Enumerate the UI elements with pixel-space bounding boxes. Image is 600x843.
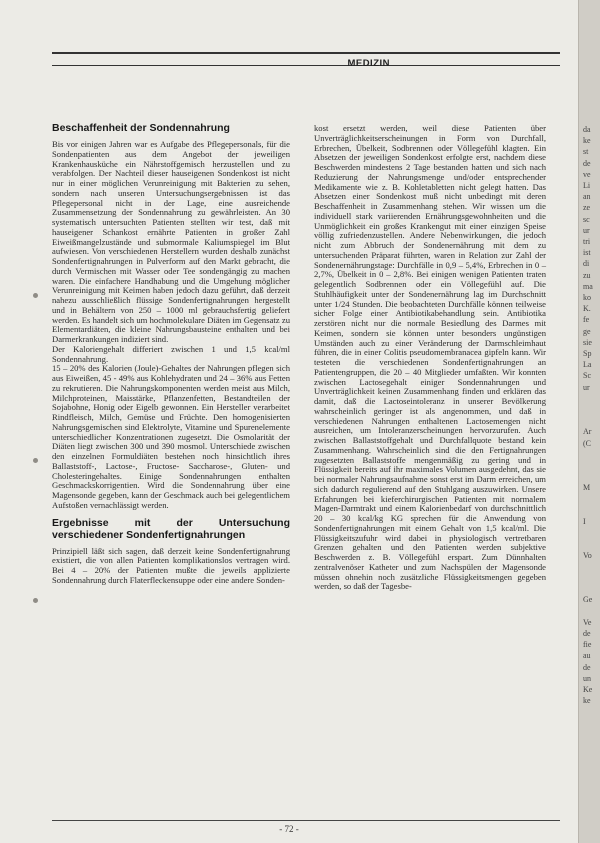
adjacent-page-fragment: ze bbox=[583, 203, 591, 213]
adjacent-page-fragment: ke bbox=[583, 696, 591, 706]
page-number: - 72 - bbox=[279, 824, 299, 834]
paragraph: Prinzipiell läßt sich sagen, daß derzeit keine Sondenfertignahrung existiert, die von allen Patienten komplikationslos vertragen wird. Bei 4 – 20% der Patienten mußte die jeweils applizierte Sondennahrung durch Flaterfleckensuppe oder eine andere Sonden- bbox=[52, 545, 290, 585]
section-header bbox=[52, 52, 560, 69]
adjacent-page-fragment: fe bbox=[583, 315, 590, 325]
adjacent-page-fragment: st bbox=[583, 147, 589, 157]
adjacent-page-edge bbox=[578, 0, 600, 843]
footer-rule bbox=[52, 820, 560, 821]
adjacent-page-fragment: Sc bbox=[583, 371, 591, 381]
adjacent-page-fragment: de bbox=[583, 158, 591, 168]
punch-hole bbox=[33, 293, 38, 298]
adjacent-page-fragment: ke bbox=[583, 136, 591, 146]
adjacent-page-fragment: Li bbox=[583, 181, 591, 190]
adjacent-page-fragment: (C bbox=[583, 438, 591, 448]
adjacent-page-fragment: ko bbox=[583, 293, 591, 302]
adjacent-page-fragment: Ve bbox=[583, 617, 592, 627]
adjacent-page-fragment: fie bbox=[583, 640, 592, 650]
adjacent-page-fragment: an bbox=[583, 192, 591, 202]
adjacent-page-fragment: sc bbox=[583, 214, 590, 224]
adjacent-page-fragment: da bbox=[583, 125, 591, 134]
paragraph: kost ersetzt werden, weil diese Patienten über Unverträglichkeitserscheinungen in Form von Durchfall, Erbrechen, Übelkeit, Sodbrennen oder Völlegefühl klagten. Ein Absetzen der jeweiligen Sondenkost erfolgte erst, nachdem diese Beschwerden mindestens 2 Tage bestanden hatten und sich nach Reduzierung der Nahrungsmenge und/oder entsprechender Medikamente wie z. B. Kohletabletten nicht gelegt hatten. Das Absetzen einer Sondenkost muß nicht unbedingt mit deren Beschaffenheit in Zusammenhang stehen. Wir wissen um die individuell stark variierenden Ernährungsgewohnheiten und die Unmöglichkeit ein großes Krankengut mit einer einzigen Speise völlig zufriedenzustellen. Andere Nebenwirkungen, die jedoch nicht zum Abbruch der Sondenernährung mit dem zu untersuchenden Präparat führten, waren in Relation zur Zahl der Sondenernährungstage: Durchfälle in 0,9 – 5,4%, Erbrechen in 0 – 2,7%, Übelkeit in 0 – 2,8%. Bei einigen wenigen Patienten traten gelegentlich Sodbrennen oder ein Völlegefühl auf. Die Stuhlhäufigkeit unter der Sondenernährung lag im Durchschnitt unter 1/24 Stunden. Die beobachteten Durchfälle können teilweise sicher Folge einer Antibiotikabehandlung sein. Antibiotika zerstören nicht nur die normale Besiedlung des Darmes mit Keimen, sondern sie können unter besonders ungünstigen Umständen auch zu einer Veränderung der Darmschleimhaut führen, die in einer Colitis pseudomembranacea gipfeln kann. Wir testeten die verschiedenen Sondenfertignahrungen an Patientengruppen, die 20 – 40 Mitglieder umfaßten. Wir konnten zwischen Lactosegehalt einiger Sondennahrungen und Unverträglichkeit keinen Zusammenhang finden und erklären das damit, daß die Lactoseintoleranz in unserer Bevölkerung wahrscheinlich geringer ist als angenommen, und daß in verschiedenen Nahrungen enthaltenen Lactosemengen nicht ausreichen, um Intoleranzerscheinungen hervorzurufen. Auch zwischen Ballaststoffgehalt und Durchfallquote bestand kein Zusammenhang. Wahrscheinlich sind die den Fertignahrungen zugesetzten Ballaststoffe mengenmäßig zu gering und in Flüssigkeit bereits auf ihr maximales Volumen ausgedehnt, das sie bei normaler Nahrungsaufnahme sonst erst im Darm erreichen, um sich dadurch regulierend auf den Stuhlgang auszuwirken. Unsere Erfahrungen bei kieferchirurgischen Patienten mit normalem Magen-Darmtrakt und einem Kalorienbedarf von durchschnittlich 20 – 30 kcal/kg KG sprechen für die Anwendung von Sondenfertignahrungen mit einem Gehalt von 1,5 kcal/ml. Die Flüssigkeitszufuhr wird dabei in physiologisch vertretbaren Grenzen gehalten und den Patienten werden subjektive Beschwerden z. B. Völlegefühl erspart. Zum Dünnhalten zentralvenöser Katheter und zum Nachspülen der Magensonde müssen ohnehin noch zusätzliche Flüssigkeitsmengen gegeben werden, so daß der Tagesbe- bbox=[314, 123, 546, 592]
adjacent-page-fragment: Sp bbox=[583, 349, 592, 358]
adjacent-page-fragment: de bbox=[583, 629, 591, 638]
punch-hole bbox=[33, 458, 38, 463]
adjacent-page-fragment: Ke bbox=[583, 685, 593, 694]
adjacent-page-fragment: ur bbox=[583, 225, 590, 235]
paragraph: Der Kaloriengehalt differiert zwischen 1 und 1,5 kcal/ml Sondennahrung. bbox=[52, 343, 290, 364]
section-title: MEDIZIN bbox=[347, 58, 390, 69]
adjacent-page-fragment: au bbox=[583, 651, 591, 661]
adjacent-page-fragment: de bbox=[583, 662, 591, 672]
adjacent-page-fragment: di bbox=[583, 259, 590, 269]
paragraph: 15 – 20% des Kalorien (Joule)-Gehaltes der Nahrungen pflegen sich aus Eiweißen, 45 - 49% aus Kohlehydraten und 24 – 36% aus Fetten zu rekrutieren. Die Nahrungskomponenten werden meist aus Milch, Milchproteinen, Maisstärke, Pflanzenfetten, Bestandteilen der Sojabohne, Honig oder Eigelb gewonnen. Ein Hersteller verarbeitet Rindfleisch, Milch, Gemüse und Früchte. Den homogenisierten Nahrungsgemischen sind Elektrolyte, Vitamine und Spurenelemente unterschiedlicher Konzentrationen zugesetzt. Die Osmolarität der Diäten liegt zwischen 300 und 390 mosmol. Unterschiede zwischen den einzelnen Formuldiäten bestehen noch hinsichtlich ihres Ballaststoff-, Lactose-, Fructose- Saccharose-, Gluten- und Cholesteringehaltes. Einige Sondennahrungen enthalten Geschmackskorrigentien. Wird die Sondennahrung über eine Magensonde gegeben, kann der Geschmack auch bei gelegentlichem Aufstoßen vernachlässigt werden. bbox=[52, 363, 290, 510]
article-heading: Beschaffenheit der Sondennahrung bbox=[52, 122, 230, 134]
paragraph: Bis vor einigen Jahren war es Aufgabe des Pflegepersonals, für die Sondenpatienten aus dem Angebot der jeweiligen Krankenhausküche ein Nährstoffgemisch herzustellen und zu verabfolgen. Der Nachteil dieser hauseigenen Sondenkost ist nicht nur in einer möglichen Verunreinigung mit Bakterien zu sehen, sondern nach unseren Untersuchungsergebnissen ist das Pflegepersonal nicht in der Lage, eine ausreichende Zusammensetzung der Sondennahrung zu gewährleisten. An 30 systematisch untersuchten Patienten stellten wir test, daß mit hauseigener Schankost ernährte Patienten in großer Zahl Eiweißmangelzustände und submormale Kaliumspiegel im Blut aufwiesen. Von verschiedenen Herstellern wurden deshalb zunächst Sondenfertignahrungen in Pulverform auf den Markt gebracht, die durch Vermischen mit Wasser oder Tee sondengängig zu machen waren. Die einfachere Handhabung und die Umgehung möglicher Verunreinigung mit Keimen haben jedoch dazu geführt, daß derzeit nahezu ausschließlich flüssige Sondenfertignahrungen hergestellt und in Behältern von 250 – 1000 ml gebrauchsfertig geliefert werden. Es handelt sich um hochmolekulare Diäten im Gegensatz zu Elementardiäten, die kleine Nahrungsbausteine enthalten und bei Darmerkrankungen indiziert sind. bbox=[52, 139, 290, 344]
right-column bbox=[314, 124, 546, 592]
adjacent-page-fragment: ge bbox=[583, 326, 591, 336]
adjacent-page-fragment: zu bbox=[583, 270, 591, 280]
adjacent-page-fragment: ve bbox=[583, 169, 591, 179]
adjacent-page-fragment: Ar bbox=[583, 427, 592, 437]
adjacent-page-fragment: tri bbox=[583, 237, 591, 246]
adjacent-page-fragment: Ge bbox=[583, 595, 593, 605]
adjacent-page-fragment: ur bbox=[583, 382, 590, 392]
adjacent-page-fragment: Vo bbox=[583, 550, 592, 560]
subheading: Ergebnisse mit der Untersuchung verschiedener Sondenfertignahrungen bbox=[52, 516, 290, 541]
adjacent-page-fragment: La bbox=[583, 360, 592, 370]
left-column bbox=[52, 122, 290, 586]
adjacent-page-fragment: un bbox=[583, 673, 591, 683]
adjacent-page-fragment: K. bbox=[583, 304, 591, 314]
adjacent-page-fragment: ist bbox=[583, 248, 591, 258]
adjacent-page-fragment: I bbox=[583, 517, 586, 526]
adjacent-page-fragment: sie bbox=[583, 337, 592, 347]
adjacent-page-fragment: M bbox=[583, 483, 591, 493]
punch-hole bbox=[33, 598, 38, 603]
adjacent-page-fragment: ma bbox=[583, 281, 593, 291]
